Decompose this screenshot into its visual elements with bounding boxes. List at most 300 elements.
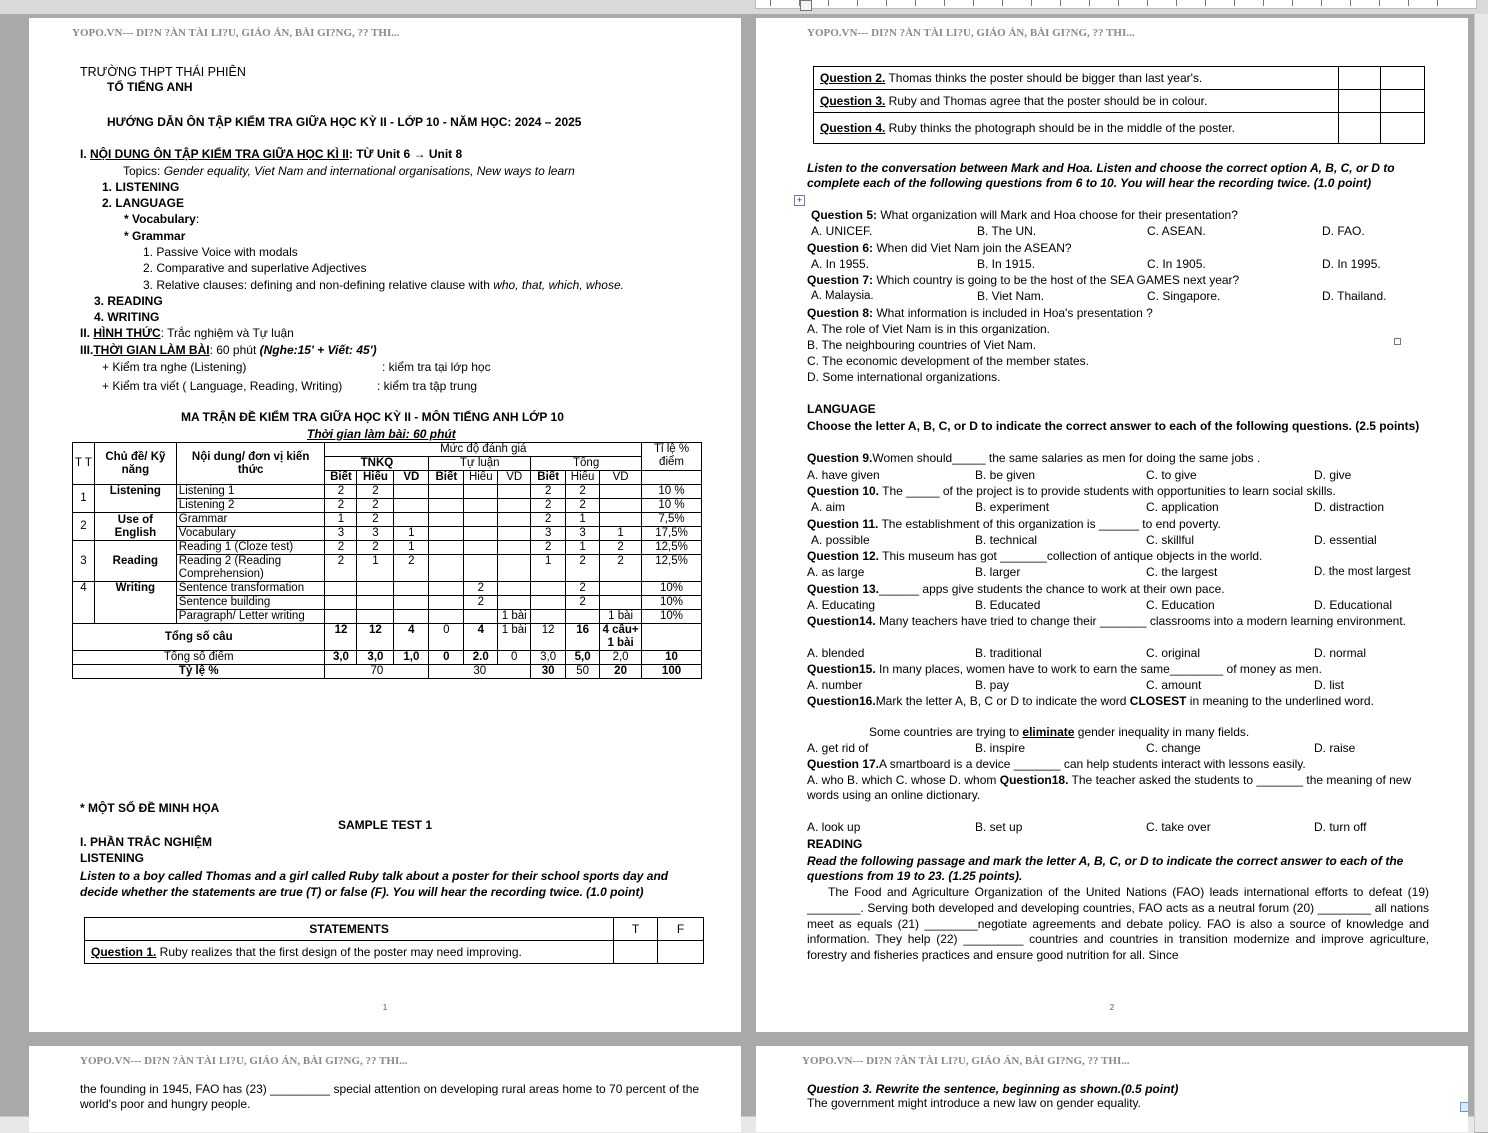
matrix-cell: 2 (531, 513, 566, 527)
matrix-cell (357, 582, 394, 596)
ruler-tick (828, 0, 829, 6)
matrix-cell (429, 513, 464, 527)
matrix-score-cell: 3,0 (357, 651, 394, 665)
matrix-cell: 2 (566, 596, 600, 610)
statements-table-page1 (84, 917, 704, 964)
matrix-cell: 1 (394, 541, 429, 555)
section-2-heading: II. HÌNH THỨC: Trắc nghiệm và Tự luận (80, 326, 294, 340)
q18-option-b: B. set up (975, 820, 1023, 834)
true-header: T (614, 918, 658, 941)
document-page-4 (756, 1046, 1468, 1132)
grammar-item-1: 1. Passive Voice with modals (143, 245, 298, 259)
statement-q4: Question 4. Ruby thinks the photograph should be in the middle of the poster. (814, 113, 1339, 144)
question-15: Question15. In many places, women have to work to earn the same________ of money as men. (807, 662, 1322, 676)
q9-option-c: C. to give (1146, 468, 1197, 482)
matrix-ratio-biet: 30 (531, 665, 566, 679)
q9-option-a: A. have given (807, 468, 880, 482)
matrix-cell: 7,5% (642, 513, 702, 527)
q18-text: The teacher asked the students to _______ the meaning of new words using an online dictionary. (807, 773, 1412, 802)
ruler-tick (1263, 0, 1264, 6)
matrix-cell (464, 513, 498, 527)
document-page-1 (29, 18, 741, 1032)
q16-option-a: A. get rid of (807, 741, 869, 755)
matrix-score-cell: 10 (642, 651, 702, 665)
matrix-cell: 10 % (642, 485, 702, 499)
matrix-cell (498, 527, 531, 541)
page-header: YOPO.VN--- DI?N ?ÀN TÀI LI?U, GIÁO ÁN, BÀI GI?NG, ?? THI... (80, 1055, 408, 1067)
answer-true-q2[interactable] (1339, 67, 1381, 90)
matrix-head-vd: VD (394, 471, 429, 485)
matrix-cell (394, 513, 429, 527)
matrix-cell (429, 527, 464, 541)
matrix-cell: 12,5% (642, 541, 702, 555)
ruler-tick (1002, 0, 1003, 6)
matrix-cell (464, 499, 498, 513)
matrix-head-biet: Biết (429, 471, 464, 485)
matrix-total-cell: 16 (566, 624, 600, 651)
question-10: Question 10. The _____ of the project is to provide students with opportunities to learn social skills. (807, 484, 1336, 498)
scroll-up-icon[interactable] (1460, 1102, 1468, 1112)
matrix-cell (531, 596, 566, 610)
q13-option-b: B. Educated (975, 598, 1041, 612)
q14-option-a: A. blended (807, 646, 865, 660)
matrix-head-tuluan: Tự luận (429, 457, 531, 471)
matrix-cell: 3 (566, 527, 600, 541)
matrix-cell (600, 513, 642, 527)
matrix-ratio-hieu: 50 (566, 665, 600, 679)
statements-header: STATEMENTS (85, 918, 614, 941)
matrix-cell (394, 485, 429, 499)
matrix-cell: 1 bài (498, 610, 531, 624)
matrix-cell: 1 (325, 513, 357, 527)
matrix-total-cell: 12 (325, 624, 357, 651)
q11-option-c: C. skillful (1146, 533, 1195, 547)
q16-option-b: B. inspire (975, 741, 1026, 755)
matrix-cell: 1 (531, 555, 566, 582)
matrix-skill: Writing (94, 582, 176, 624)
matrix-cell: 2 (566, 582, 600, 596)
horizontal-ruler[interactable] (0, 0, 1488, 14)
matrix-cell: 1 (566, 513, 600, 527)
q14-option-d: D. normal (1314, 646, 1367, 660)
matrix-cell: 3 (357, 527, 394, 541)
statement-q1: Question 1. Ruby realizes that the first design of the poster may need improving. (85, 941, 614, 964)
page-header: YOPO.VN--- DI?N ?ÀN TÀI LI?U, GIÁO ÁN, BÀI GI?NG, ?? THI... (807, 27, 1135, 39)
matrix-cell (394, 596, 429, 610)
matrix-cell (531, 610, 566, 624)
matrix-cell (464, 485, 498, 499)
listening-test-where: : kiểm tra tại lớp học (382, 360, 491, 374)
matrix-score-cell: 5,0 (566, 651, 600, 665)
question-8: Question 8: What information is included in Hoa's presentation ? (807, 306, 1153, 320)
q10-option-a: A. aim (811, 500, 846, 514)
q7-option-a: A. Malaysia. (811, 290, 874, 302)
q18-label: Question18. (999, 773, 1069, 787)
matrix-cell: 2 (464, 582, 498, 596)
matrix-total-cell: 4 (464, 624, 498, 651)
q13-option-a: A. Educating (807, 598, 876, 612)
matrix-cell: 17,5% (642, 527, 702, 541)
matrix-head-tong: Tổng (531, 457, 642, 471)
matrix-cell: 2 (600, 555, 642, 582)
matrix-total-questions-label: Tổng số câu (73, 624, 325, 651)
matrix-head-content: Nội dung/ đơn vị kiến thức (176, 443, 325, 485)
ruler-tick (1437, 0, 1438, 6)
matrix-cell (394, 610, 429, 624)
ruler-tick (770, 0, 771, 6)
main-title: HƯỚNG DẪN ÔN TẬP KIỂM TRA GIỮA HỌC KỲ II - LỚP 10 - NĂM HỌC: 2024 – 2025 (107, 115, 582, 129)
matrix-head-level: Mức độ đánh giá (325, 443, 642, 457)
q7-option-d: D. Thailand. (1322, 289, 1387, 303)
writing-test-note: + Kiểm tra viết ( Language, Reading, Writing) (102, 379, 343, 393)
sample-test-title: SAMPLE TEST 1 (338, 818, 433, 832)
listening-test-note: + Kiểm tra nghe (Listening) (102, 360, 247, 374)
q11-option-b: B. technical (975, 533, 1038, 547)
ruler-tick (857, 0, 858, 6)
matrix-cell: 2 (531, 541, 566, 555)
question-18-line (807, 773, 1427, 803)
matrix-head-ratio: Tỉ lệ % điểm (642, 443, 702, 471)
ruler-tick (915, 0, 916, 6)
school-name: TRƯỜNG THPT THÁI PHIÊN (80, 65, 246, 79)
q12-option-d: D. the most largest (1314, 566, 1411, 578)
ruler-tick (1118, 0, 1119, 6)
matrix-cell (464, 610, 498, 624)
q8-option-c: C. The economic development of the member states. (807, 354, 1089, 368)
matrix-cell: 10% (642, 582, 702, 596)
matrix-head-vd: VD (498, 471, 531, 485)
matrix-time: Thời gian làm bài: 60 phút (307, 427, 456, 441)
question-11: Question 11. The establishment of this organization is ______ to end poverty. (807, 517, 1221, 531)
matrix-content: Listening 2 (176, 499, 325, 513)
matrix-score-cell: 1,0 (394, 651, 429, 665)
anchor-marker-icon (1394, 338, 1401, 345)
document-page-3 (29, 1046, 741, 1132)
ruler-tick (944, 0, 945, 6)
matrix-content: Reading 2 (Reading Comprehension) (176, 555, 325, 582)
matrix-cell (498, 582, 531, 596)
matrix-head-tt: T T (73, 443, 95, 485)
answer-false-q4[interactable] (1381, 113, 1425, 144)
matrix-tt: 3 (73, 541, 95, 582)
matrix-cell (325, 582, 357, 596)
matrix-cell (498, 499, 531, 513)
matrix-score-cell: 0 (429, 651, 464, 665)
language-heading: LANGUAGE (807, 402, 876, 416)
q12-option-b: B. larger (975, 565, 1021, 579)
q5-option-b: B. The UN. (977, 224, 1037, 238)
q5-option-d: D. FAO. (1322, 224, 1365, 238)
matrix-head-hieu: Hiểu (566, 471, 600, 485)
q15-option-b: B. pay (975, 678, 1010, 692)
listening-heading: LISTENING (80, 851, 145, 865)
matrix-content: Sentence transformation (176, 582, 325, 596)
part-1-heading: I. PHẦN TRẮC NGHIỆM (80, 835, 212, 849)
q7-option-c: C. Singapore. (1147, 289, 1221, 303)
matrix-cell: 2 (600, 541, 642, 555)
q18-option-c: C. take over (1146, 820, 1211, 834)
q15-option-a: A. number (807, 678, 863, 692)
department-name: TỔ TIẾNG ANH (107, 80, 193, 94)
ruler-tick (1176, 0, 1177, 6)
q17-options: A. who B. which C. whose D. whom (807, 773, 1000, 787)
matrix-cell (429, 555, 464, 582)
matrix-cell: 2 (566, 485, 600, 499)
table-move-handle-icon[interactable]: + (794, 195, 805, 206)
matrix-cell (394, 499, 429, 513)
matrix-content: Reading 1 (Cloze test) (176, 541, 325, 555)
matrix-cell (429, 596, 464, 610)
matrix-score-cell: 3,0 (325, 651, 357, 665)
matrix-cell: 2 (566, 555, 600, 582)
ruler-tick (1321, 0, 1322, 6)
question-13: Question 13.______ apps give students the chance to work at their own pace. (807, 582, 1225, 596)
q6-option-c: C. In 1905. (1147, 257, 1206, 271)
grammar-label: * Grammar (124, 229, 186, 243)
ruler-tick (1089, 0, 1090, 6)
question-16: Question16.Mark the letter A, B, C or D to indicate the word CLOSEST in meaning to the underlined word. (807, 694, 1374, 708)
question-5: Question 5: What organization will Mark and Hoa choose for their presentation? (811, 208, 1238, 222)
matrix-total-cell (642, 624, 702, 651)
matrix-content: Listening 1 (176, 485, 325, 499)
matrix-cell: 2 (531, 499, 566, 513)
question-9: Question 9.Women should_____ the same salaries as men for doing the same jobs . (807, 451, 1261, 465)
ruler-tick (886, 0, 887, 6)
ruler-scale (755, 0, 1477, 9)
ruler-tick (1350, 0, 1351, 6)
matrix-cell (498, 596, 531, 610)
ruler-tick (1379, 0, 1380, 6)
q9-option-b: B. be given (975, 468, 1036, 482)
matrix-head-vd: VD (600, 471, 642, 485)
matrix-head-biet: Biết (531, 471, 566, 485)
matrix-cell (498, 541, 531, 555)
matrix-cell: 1 (566, 541, 600, 555)
item-reading: 3. READING (94, 294, 163, 308)
matrix-cell: 2 (325, 499, 357, 513)
question-6: Question 6: When did Viet Nam join the ASEAN? (807, 241, 1072, 255)
matrix-cell: 2 (325, 485, 357, 499)
matrix-cell (464, 527, 498, 541)
matrix-ratio-tuluan: 30 (429, 665, 531, 679)
matrix-cell (498, 485, 531, 499)
matrix-cell: 2 (394, 555, 429, 582)
ruler-tick (1147, 0, 1148, 6)
matrix-total-cell: 1 bài (498, 624, 531, 651)
question-12: Question 12. This museum has got _______collection of antique objects in the world. (807, 549, 1263, 563)
matrix-tt: 2 (73, 513, 95, 541)
statement-q3: Question 3. Ruby and Thomas agree that the poster should be in colour. (814, 90, 1339, 113)
page-number: 1 (382, 1003, 388, 1012)
q12-option-a: A. as large (807, 565, 865, 579)
q8-option-a: A. The role of Viet Nam is in this organization. (807, 322, 1051, 336)
q5-option-c: C. ASEAN. (1147, 224, 1206, 238)
matrix-tt: 4 (73, 582, 95, 624)
q18-option-a: A. look up (807, 820, 861, 834)
matrix-cell (325, 610, 357, 624)
matrix-cell (357, 610, 394, 624)
document-page-2 (756, 18, 1468, 1032)
matrix-score-cell: 3,0 (531, 651, 566, 665)
matrix-cell (531, 582, 566, 596)
q16-option-c: C. change (1146, 741, 1201, 755)
grammar-item-3: 3. Relative clauses: defining and non-defining relative clause with who, that, which, whose. (143, 278, 624, 292)
answer-true-q1[interactable] (614, 941, 658, 964)
matrix-cell: 2 (566, 499, 600, 513)
q16-sentence: Some countries are trying to eliminate gender inequality in many fields. (869, 725, 1250, 739)
ruler-tick (1234, 0, 1235, 6)
matrix-cell: 10% (642, 610, 702, 624)
matrix-cell: 1 (394, 527, 429, 541)
answer-false-q1[interactable] (658, 941, 704, 964)
matrix-total-score-label: Tổng số điểm (73, 651, 325, 665)
matrix-ratio-total: 100 (642, 665, 702, 679)
matrix-cell (498, 555, 531, 582)
matrix-head-biet: Biết (325, 471, 357, 485)
matrix-empty-cell (642, 471, 702, 485)
q13-option-d: D. Educational (1314, 598, 1393, 612)
matrix-cell (429, 541, 464, 555)
indent-marker[interactable] (800, 0, 812, 11)
matrix-cell: 10% (642, 596, 702, 610)
q9-option-d: D. give (1314, 468, 1352, 482)
matrix-cell (394, 582, 429, 596)
matrix-cell: 3 (531, 527, 566, 541)
question-7: Question 7: Which country is going to be the host of the SEA GAMES next year? (807, 273, 1240, 287)
matrix-cell: 1 (357, 555, 394, 582)
assessment-matrix-table (72, 442, 702, 679)
answer-false-q2[interactable] (1381, 67, 1425, 90)
q10-option-b: B. experiment (975, 500, 1050, 514)
writing-test-where: : kiểm tra tập trung (377, 379, 478, 393)
matrix-cell: 3 (325, 527, 357, 541)
vocabulary-label: * Vocabulary: (124, 212, 200, 226)
vertical-scrollbar[interactable] (1474, 14, 1488, 1132)
statements-table-page2 (813, 66, 1425, 144)
matrix-ratio-tnkq: 70 (325, 665, 429, 679)
q15-option-d: D. list (1314, 678, 1344, 692)
matrix-cell (429, 582, 464, 596)
listening-instructions: Listen to a boy called Thomas and a girl called Ruby talk about a poster for their school sports day and decide whether the statements are true (T) or false (F). You will hear the recording twice. (1.0 point) (80, 869, 669, 899)
matrix-cell (600, 582, 642, 596)
matrix-score-cell: 0 (498, 651, 531, 665)
matrix-total-cell: 12 (357, 624, 394, 651)
matrix-cell (429, 485, 464, 499)
matrix-cell: 10 % (642, 499, 702, 513)
matrix-cell (600, 485, 642, 499)
q11-option-d: D. essential (1314, 533, 1377, 547)
rewrite-question-3: Question 3. Rewrite the sentence, beginning as shown.(0.5 point) (807, 1082, 1179, 1096)
reading-instructions: Read the following passage and mark the letter A, B, C, or D to indicate the correct answer to each of the questions from 19 to 23. (1.25 points). (807, 854, 1404, 883)
language-instructions: Choose the letter A, B, C, or D to indicate the correct answer to each of the following questions. (2.5 points) (807, 419, 1420, 433)
page-header: YOPO.VN--- DI?N ?ÀN TÀI LI?U, GIÁO ÁN, BÀI GI?NG, ?? THI... (72, 27, 400, 39)
q10-option-d: D. distraction (1314, 500, 1385, 514)
grammar-item-2: 2. Comparative and superlative Adjectives (143, 261, 367, 275)
matrix-cell: 2 (357, 499, 394, 513)
answer-false-q3[interactable] (1381, 90, 1425, 113)
matrix-cell: 1 bài (600, 610, 642, 624)
matrix-cell (464, 555, 498, 582)
reading-passage-continued: the founding in 1945, FAO has (23) _________ special attention on developing rural areas home to 70 percent of the world's poor and hungry people. (80, 1082, 700, 1111)
q10-option-c: C. application (1146, 500, 1219, 514)
q8-option-b: B. The neighbouring countries of Viet Nam. (807, 338, 1037, 352)
answer-true-q4[interactable] (1339, 113, 1381, 144)
q6-option-d: D. In 1995. (1322, 257, 1381, 271)
matrix-head-hieu: Hiểu (464, 471, 498, 485)
matrix-cell: 2 (357, 485, 394, 499)
q7-option-b: B. Viet Nam. (977, 289, 1045, 303)
matrix-cell: 2 (531, 485, 566, 499)
matrix-cell: 2 (357, 541, 394, 555)
item-language: 2. LANGUAGE (102, 196, 185, 210)
item-writing: 4. WRITING (94, 310, 160, 324)
matrix-score-cell: 2,0 (600, 651, 642, 665)
matrix-total-cell: 4 (394, 624, 429, 651)
rewrite-question-3-sentence: The government might introduce a new law on gender equality. (807, 1096, 1141, 1110)
q5-option-a: A. UNICEF. (811, 224, 873, 238)
ruler-tick (1205, 0, 1206, 6)
matrix-cell: 2 (325, 541, 357, 555)
q14-option-c: C. original (1146, 646, 1201, 660)
item-listening: 1. LISTENING (102, 180, 180, 194)
answer-true-q3[interactable] (1339, 90, 1381, 113)
q15-option-c: C. amount (1146, 678, 1202, 692)
matrix-title: MA TRẬN ĐỀ KIỂM TRA GIỮA HỌC KỲ II - MÔN TIẾNG ANH LỚP 10 (181, 410, 564, 424)
question-17: Question 17.A smartboard is a device _______ can help students interact with lessons easily. (807, 757, 1306, 771)
q8-option-d: D. Some international organizations. (807, 370, 1001, 384)
ruler-tick (973, 0, 974, 6)
conversation-instructions: Listen to the conversation between Mark and Hoa. Listen and choose the correct option A, B, C, or D to complete each of the following questions from 6 to 10. You will hear the recording twice. (1.0 point) (807, 161, 1395, 190)
q18-option-d: D. turn off (1314, 820, 1367, 834)
reading-passage: The Food and Agriculture Organization of the United Nations (FAO) leads international efforts to defeat (19) ________. Serving both developed and developing countries, FAO acts as a neutral forum (20) ________ all nations meet as equals (21) ________negotiate agreements and debate policy. FAO is also a source of knowledge and information. They help (22) _________ countries and countries in transition modernize and improve agriculture, forestry and fisheries practices and ensure good nutrition for all. Since (807, 885, 1429, 963)
topics-line: Topics: Gender equality, Viet Nam and international organisations, New ways to learn (123, 164, 575, 178)
matrix-content: Sentence building (176, 596, 325, 610)
matrix-tt: 1 (73, 485, 95, 513)
matrix-content: Vocabulary (176, 527, 325, 541)
q13-option-c: C. Education (1146, 598, 1215, 612)
matrix-skill: Use of English (94, 513, 176, 541)
sample-heading: * MỘT SỐ ĐỀ MINH HỌA (80, 801, 220, 815)
matrix-cell (357, 596, 394, 610)
matrix-ratio-vd: 20 (600, 665, 642, 679)
ruler-tick (1292, 0, 1293, 6)
matrix-head-hieu: Hiểu (357, 471, 394, 485)
q14-option-b: B. traditional (975, 646, 1042, 660)
section-1-heading: I. NỘI DUNG ÔN TẬP KIỂM TRA GIỮA HỌC KÌ II: TỪ Unit 6 → Unit 8 (80, 147, 463, 161)
matrix-cell (600, 596, 642, 610)
page-header: YOPO.VN--- DI?N ?ÀN TÀI LI?U, GIÁO ÁN, BÀI GI?NG, ?? THI... (802, 1055, 1130, 1067)
statement-q2: Question 2. Thomas thinks the poster should be bigger than last year's. (814, 67, 1339, 90)
ruler-tick (1408, 0, 1409, 6)
matrix-cell: 2 (357, 513, 394, 527)
matrix-cell (429, 499, 464, 513)
false-header: F (658, 918, 704, 941)
matrix-cell: 2 (325, 555, 357, 582)
q6-option-a: A. In 1955. (811, 257, 870, 271)
matrix-skill: Listening (94, 485, 176, 513)
matrix-cell: 1 (600, 527, 642, 541)
q6-option-b: B. In 1915. (977, 257, 1036, 271)
matrix-total-cell: 4 câu+ 1 bài (600, 624, 642, 651)
matrix-cell (498, 513, 531, 527)
matrix-ratio-label: Tỷ lệ % (73, 665, 325, 679)
matrix-cell: 2 (464, 596, 498, 610)
matrix-cell (429, 610, 464, 624)
q16-option-d: D. raise (1314, 741, 1356, 755)
matrix-head-skill: Chủ đề/ Kỹ năng (94, 443, 176, 485)
q12-option-c: C. the largest (1146, 565, 1218, 579)
matrix-cell: 12,5% (642, 555, 702, 582)
